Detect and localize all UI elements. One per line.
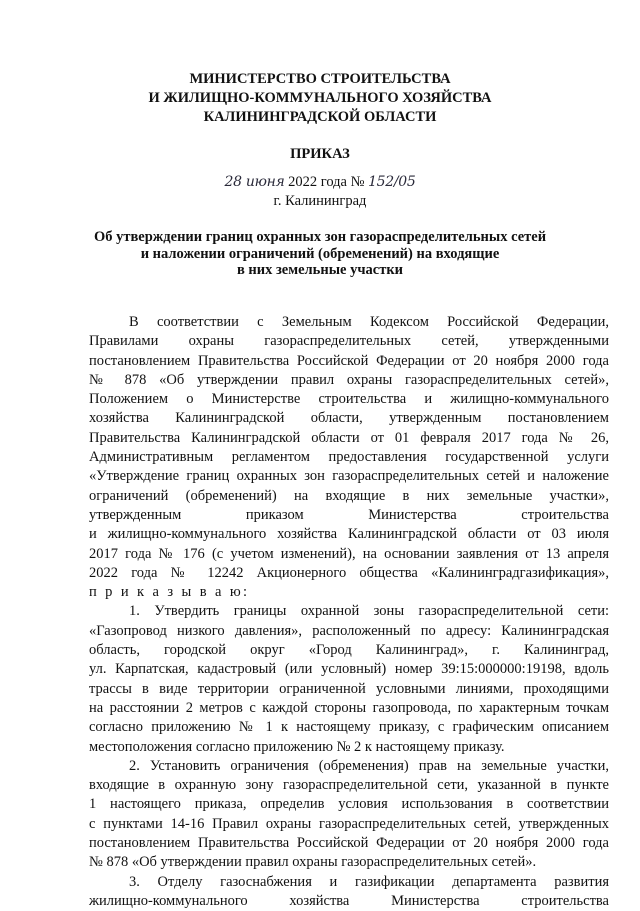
printed-date: 2022 года № xyxy=(288,174,365,190)
body-line: В соответствии с Земельным Кодексом Российской Федерации, xyxy=(129,314,609,330)
ministry-line-3: КАЛИНИНГРАДСКОЙ ОБЛАСТИ xyxy=(203,109,437,125)
subject-line-1: Об утверждении границ охранных зон газораспределительных сетей xyxy=(93,229,547,245)
subject-line-3: в них земельные участки xyxy=(236,262,404,278)
body-line: 2022 года № 12242 Акционерного общества «Калининградгазификация», xyxy=(89,564,609,581)
clause-1-line: трассы в виде территории ограниченной условными линиями, проходящими xyxy=(89,680,609,697)
clause-1-line: согласно приложению № 1 к настоящему приказу, с графическим описанием xyxy=(89,719,609,736)
clause-1-line: область, городской округ «Город Калининград», г. Калининград, xyxy=(89,642,609,659)
subject-line-2: и наложении ограничений (обременений) на входящие xyxy=(140,245,500,262)
clause-1-line: «Газопровод низкого давления», расположенный по адресу: Калининградская xyxy=(89,622,609,639)
body-line: утвержденным приказом Министерства строительства xyxy=(89,506,609,523)
clause-2-line: 1 настоящего приказа, определив условия использования в соответствии xyxy=(89,796,609,813)
order-city: г. Калининград xyxy=(273,193,367,209)
ministry-line-1: МИНИСТЕРСТВО СТРОИТЕЛЬСТВА xyxy=(189,71,451,87)
order-title: ПРИКАЗ xyxy=(290,146,350,162)
body-line: № 878 «Об утверждении правил охраны газораспределительных сетей», xyxy=(89,371,609,388)
ministry-header xyxy=(0,70,640,127)
clause-2-line: постановлением Правительства Российской Федерации от 20 ноября 2000 года xyxy=(89,835,609,852)
clause-2-line: № 878 «Об утверждении правил охраны газораспределительных сетей». xyxy=(89,854,537,871)
clause-3-line: жилищно-коммунального хозяйства Министерства строительства xyxy=(89,892,609,909)
body-line-order-verb: п р и к а з ы в а ю: xyxy=(89,584,250,601)
clause-1-line: местоположения согласно приложению № 2 к настоящему приказу. xyxy=(89,738,505,755)
ministry-line-2: И ЖИЛИЩНО-КОММУНАЛЬНОГО ХОЗЯЙСТВА xyxy=(148,90,492,106)
body-line: постановлением Правительства Российской Федерации от 20 ноября 2000 года xyxy=(89,352,609,369)
order-body xyxy=(89,313,609,911)
handwritten-date: 28 июня xyxy=(224,174,285,190)
clause-3-line: 3. Отделу газоснабжения и газификации департамента развития xyxy=(129,873,609,890)
clause-2-line: с пунктами 14-16 Правил охраны газораспределительных сетей, утвержденных xyxy=(89,815,609,832)
clause-1-line: на расстоянии 2 метров с каждой стороны газопровода, по характерным точкам xyxy=(89,699,609,716)
clause-2-line: 2. Установить ограничения (обременения) прав на земельные участки, xyxy=(129,757,609,774)
body-line: Положением о Министерстве строительства и жилищно-коммунального xyxy=(89,391,609,408)
body-line: хозяйства Калининградской области, утвержденным постановлением xyxy=(89,410,609,427)
body-line: Административным регламентом предоставления государственной услуги xyxy=(89,449,609,466)
body-line: 2017 года № 176 (с учетом изменений), на основании заявления от 13 апреля xyxy=(89,545,609,562)
clause-1-line: ул. Карпатская, кадастровый (или условный) номер 39:15:000000:19198, вдоль xyxy=(89,661,609,678)
body-line: Правительства Калининградской области от 01 февраля 2017 года № 26, xyxy=(89,429,609,446)
order-subject xyxy=(0,229,640,279)
body-line: Правилами охраны газораспределительных сетей, утвержденными xyxy=(89,333,609,350)
clause-1-line: 1. Утвердить границы охранной зоны газораспределительной сети: xyxy=(129,603,609,620)
body-line: и жилищно-коммунального хозяйства Калининградской области от 03 июля xyxy=(89,526,609,543)
order-date-number xyxy=(0,172,640,192)
body-line: «Утверждение границ охранных зон газораспределительных сетей и наложение xyxy=(89,468,609,485)
clause-2-line: входящие в охранную зону газораспределительной сети, указанной в пункте xyxy=(89,777,609,794)
handwritten-order-number: 152/05 xyxy=(368,174,416,190)
body-line: ограничений (обременений) на входящие в них земельные участки», xyxy=(89,487,609,504)
